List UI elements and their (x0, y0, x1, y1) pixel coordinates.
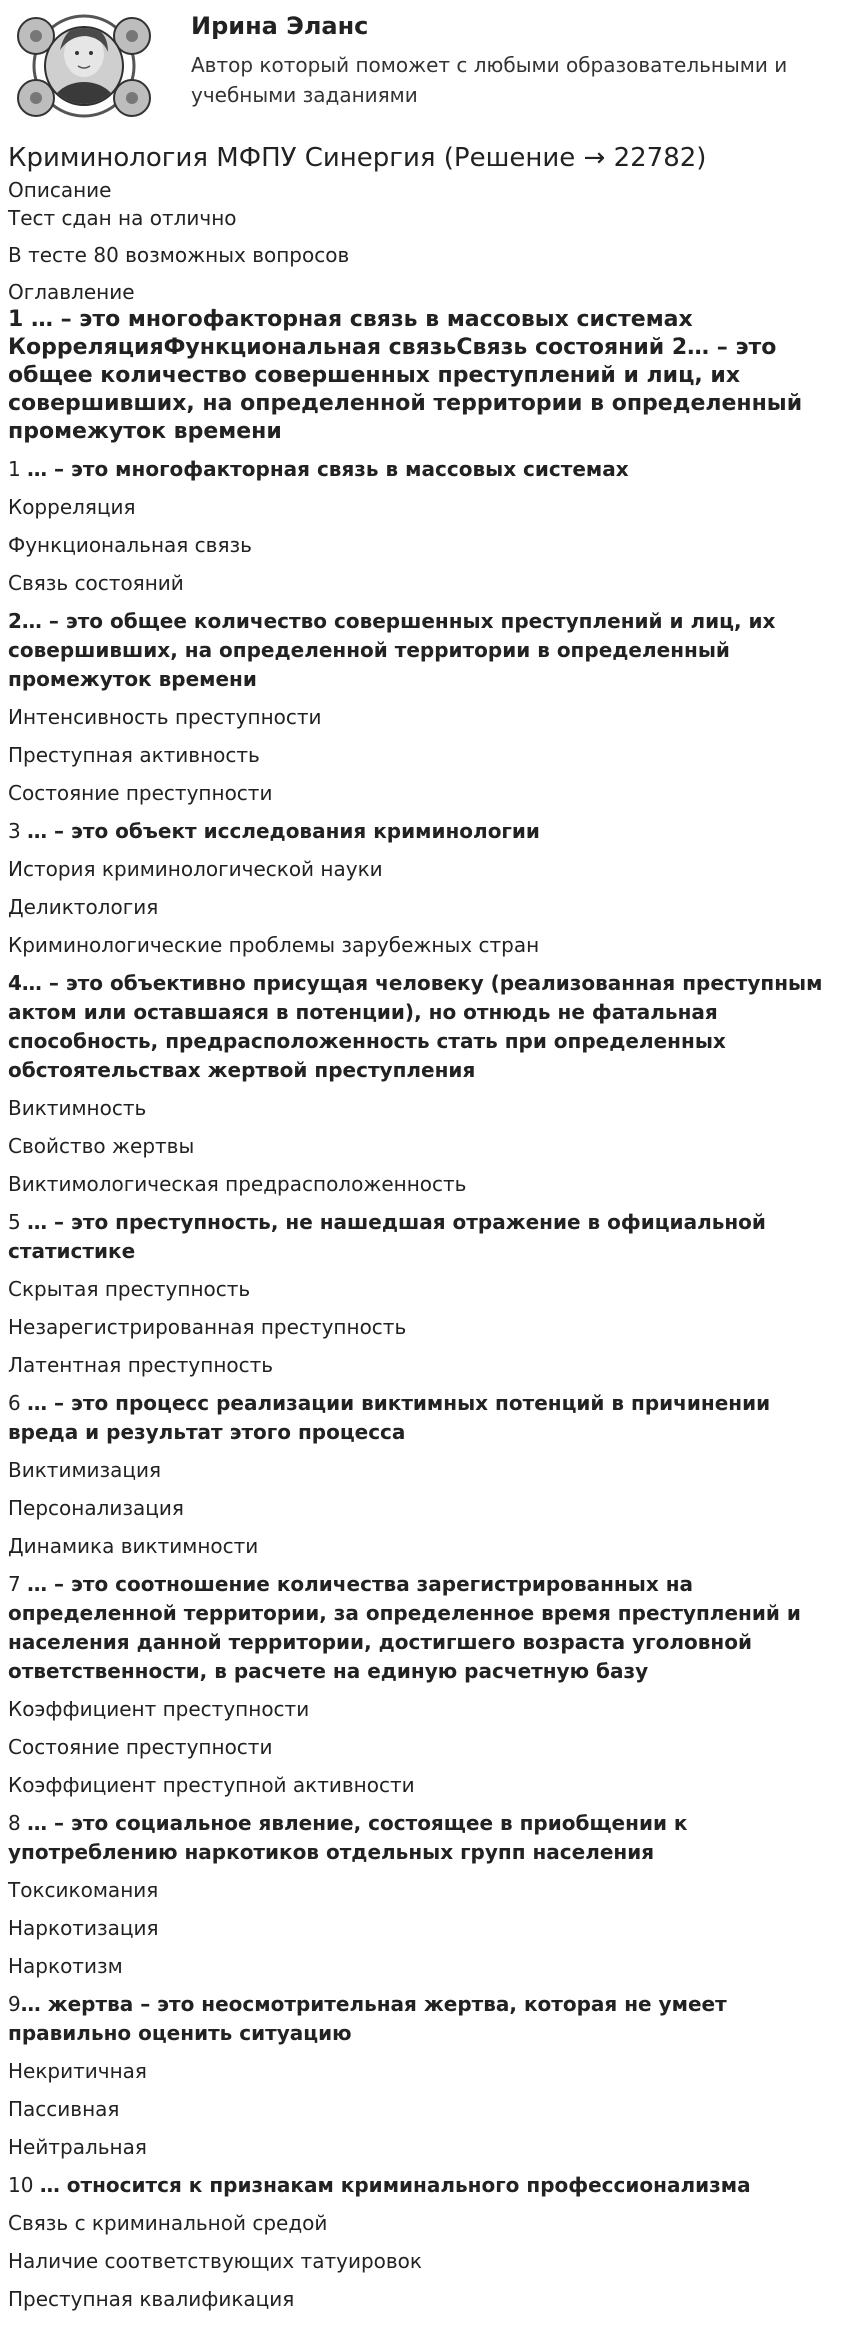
answer-option: Преступная квалификация (8, 2287, 295, 2311)
answer-option: Некритичная (8, 2059, 147, 2083)
question (8, 817, 839, 846)
question-text: … – это социальное явление, состоящее в приобщении к употреблению наркотиков отдельных групп населения (8, 1811, 688, 1864)
description-text-1: Тест сдан на отлично (8, 206, 237, 230)
question-text: … жертва – это неосмотрительная жертва, которая не умеет правильно оценить ситуацию (8, 1992, 727, 2045)
question-number: 7 (8, 1572, 28, 1596)
page-title: Криминология МФПУ Синергия (Решение → 22782) (8, 143, 707, 173)
answer-option: Виктимологическая предрасположенность (8, 1172, 467, 1196)
answer-option: Динамика виктимности (8, 1534, 259, 1558)
toc-text: 1 … – это многофакторная связь в массовых системах КорреляцияФункциональная связьСвязь состояний 2… – это общее количество совершенных преступлений и лиц, их совершивших, на определенной территории в определенный промежуток времени (8, 307, 803, 444)
answer-option: Интенсивность преступности (8, 705, 322, 729)
answer-option: Токсикомания (8, 1878, 159, 1902)
answer-option: История криминологической науки (8, 857, 383, 881)
answer-option: Состояние преступности (8, 781, 273, 805)
question-number: 1 (8, 457, 28, 481)
question-text: 4… – это объективно присущая человеку (реализованная преступным актом или оставшаяся в потенции), но отнюдь не фатальная способность, предрасположенность стать при определенных обстоятельствах жертвой преступления (8, 971, 823, 1082)
answer-option: Латентная преступность (8, 1353, 274, 1377)
answer-option: Корреляция (8, 495, 136, 519)
answer-option: Скрытая преступность (8, 1277, 251, 1301)
description-text-2: В тесте 80 возможных вопросов (8, 243, 350, 267)
question (8, 1208, 839, 1266)
answer-option: Наличие соответствующих татуировок (8, 2249, 422, 2273)
question-number: 8 (8, 1811, 28, 1835)
question-number: 6 (8, 1391, 28, 1415)
question-text: … – это преступность, не нашедшая отражение в официальной статистике (8, 1210, 766, 1263)
question-text: … – это процесс реализации виктимных потенций в причинении вреда и результат этого процесса (8, 1391, 771, 1444)
toc-label: Оглавление (8, 280, 135, 304)
question-list (8, 455, 839, 2314)
question-text: … относится к признакам криминального профессионализма (39, 2173, 751, 2197)
answer-option: Виктимизация (8, 1458, 162, 1482)
author-name[interactable]: Ирина Эланс (191, 12, 369, 40)
answer-option: Криминологические проблемы зарубежных стран (8, 933, 540, 957)
question (8, 2171, 839, 2200)
description-label: Описание (8, 178, 112, 202)
answer-option: Связь с криминальной средой (8, 2211, 328, 2235)
question-text: 2… – это общее количество совершенных преступлений и лиц, их совершивших, на определенной территории в определенный промежуток времени (8, 609, 776, 691)
answer-option: Коэффициент преступной активности (8, 1773, 415, 1797)
question-number: 3 (8, 819, 28, 843)
answer-option: Пассивная (8, 2097, 120, 2121)
author-description: Автор который поможет с любыми образовательными и учебными заданиями (191, 53, 788, 107)
answer-option: Коэффициент преступности (8, 1697, 310, 1721)
question (8, 1570, 839, 1686)
question (8, 1389, 839, 1447)
question-number: 10 (8, 2173, 40, 2197)
question (8, 1990, 839, 2048)
question (8, 607, 839, 694)
answer-option: Деликтология (8, 895, 159, 919)
answer-option: Наркотизм (8, 1954, 123, 1978)
answer-option: Персонализация (8, 1496, 184, 1520)
question-text: … – это многофакторная связь в массовых системах (27, 457, 629, 481)
answer-option: Состояние преступности (8, 1735, 273, 1759)
question-number: 5 (8, 1210, 28, 1234)
question-text: … – это соотношение количества зарегистрированных на определенной территории, за определенное время преступлений и населения данной территории, достигшего возраста уголовной ответственности, в расчете на единую расчетную базу (8, 1572, 801, 1683)
answer-option: Наркотизация (8, 1916, 159, 1940)
answer-option: Нейтральная (8, 2135, 147, 2159)
answer-option: Связь состояний (8, 571, 184, 595)
answer-option: Виктимность (8, 1096, 147, 1120)
answer-option: Преступная активность (8, 743, 260, 767)
question (8, 969, 839, 1085)
question (8, 455, 839, 484)
answer-option: Свойство жертвы (8, 1134, 195, 1158)
answer-option: Незарегистрированная преступность (8, 1315, 407, 1339)
author-card (8, 0, 839, 140)
question-text: … – это объект исследования криминологии (27, 819, 540, 843)
answer-option: Функциональная связь (8, 533, 252, 557)
question (8, 1809, 839, 1867)
question-number: 9 (8, 1992, 21, 2016)
author-avatar[interactable] (14, 6, 156, 126)
